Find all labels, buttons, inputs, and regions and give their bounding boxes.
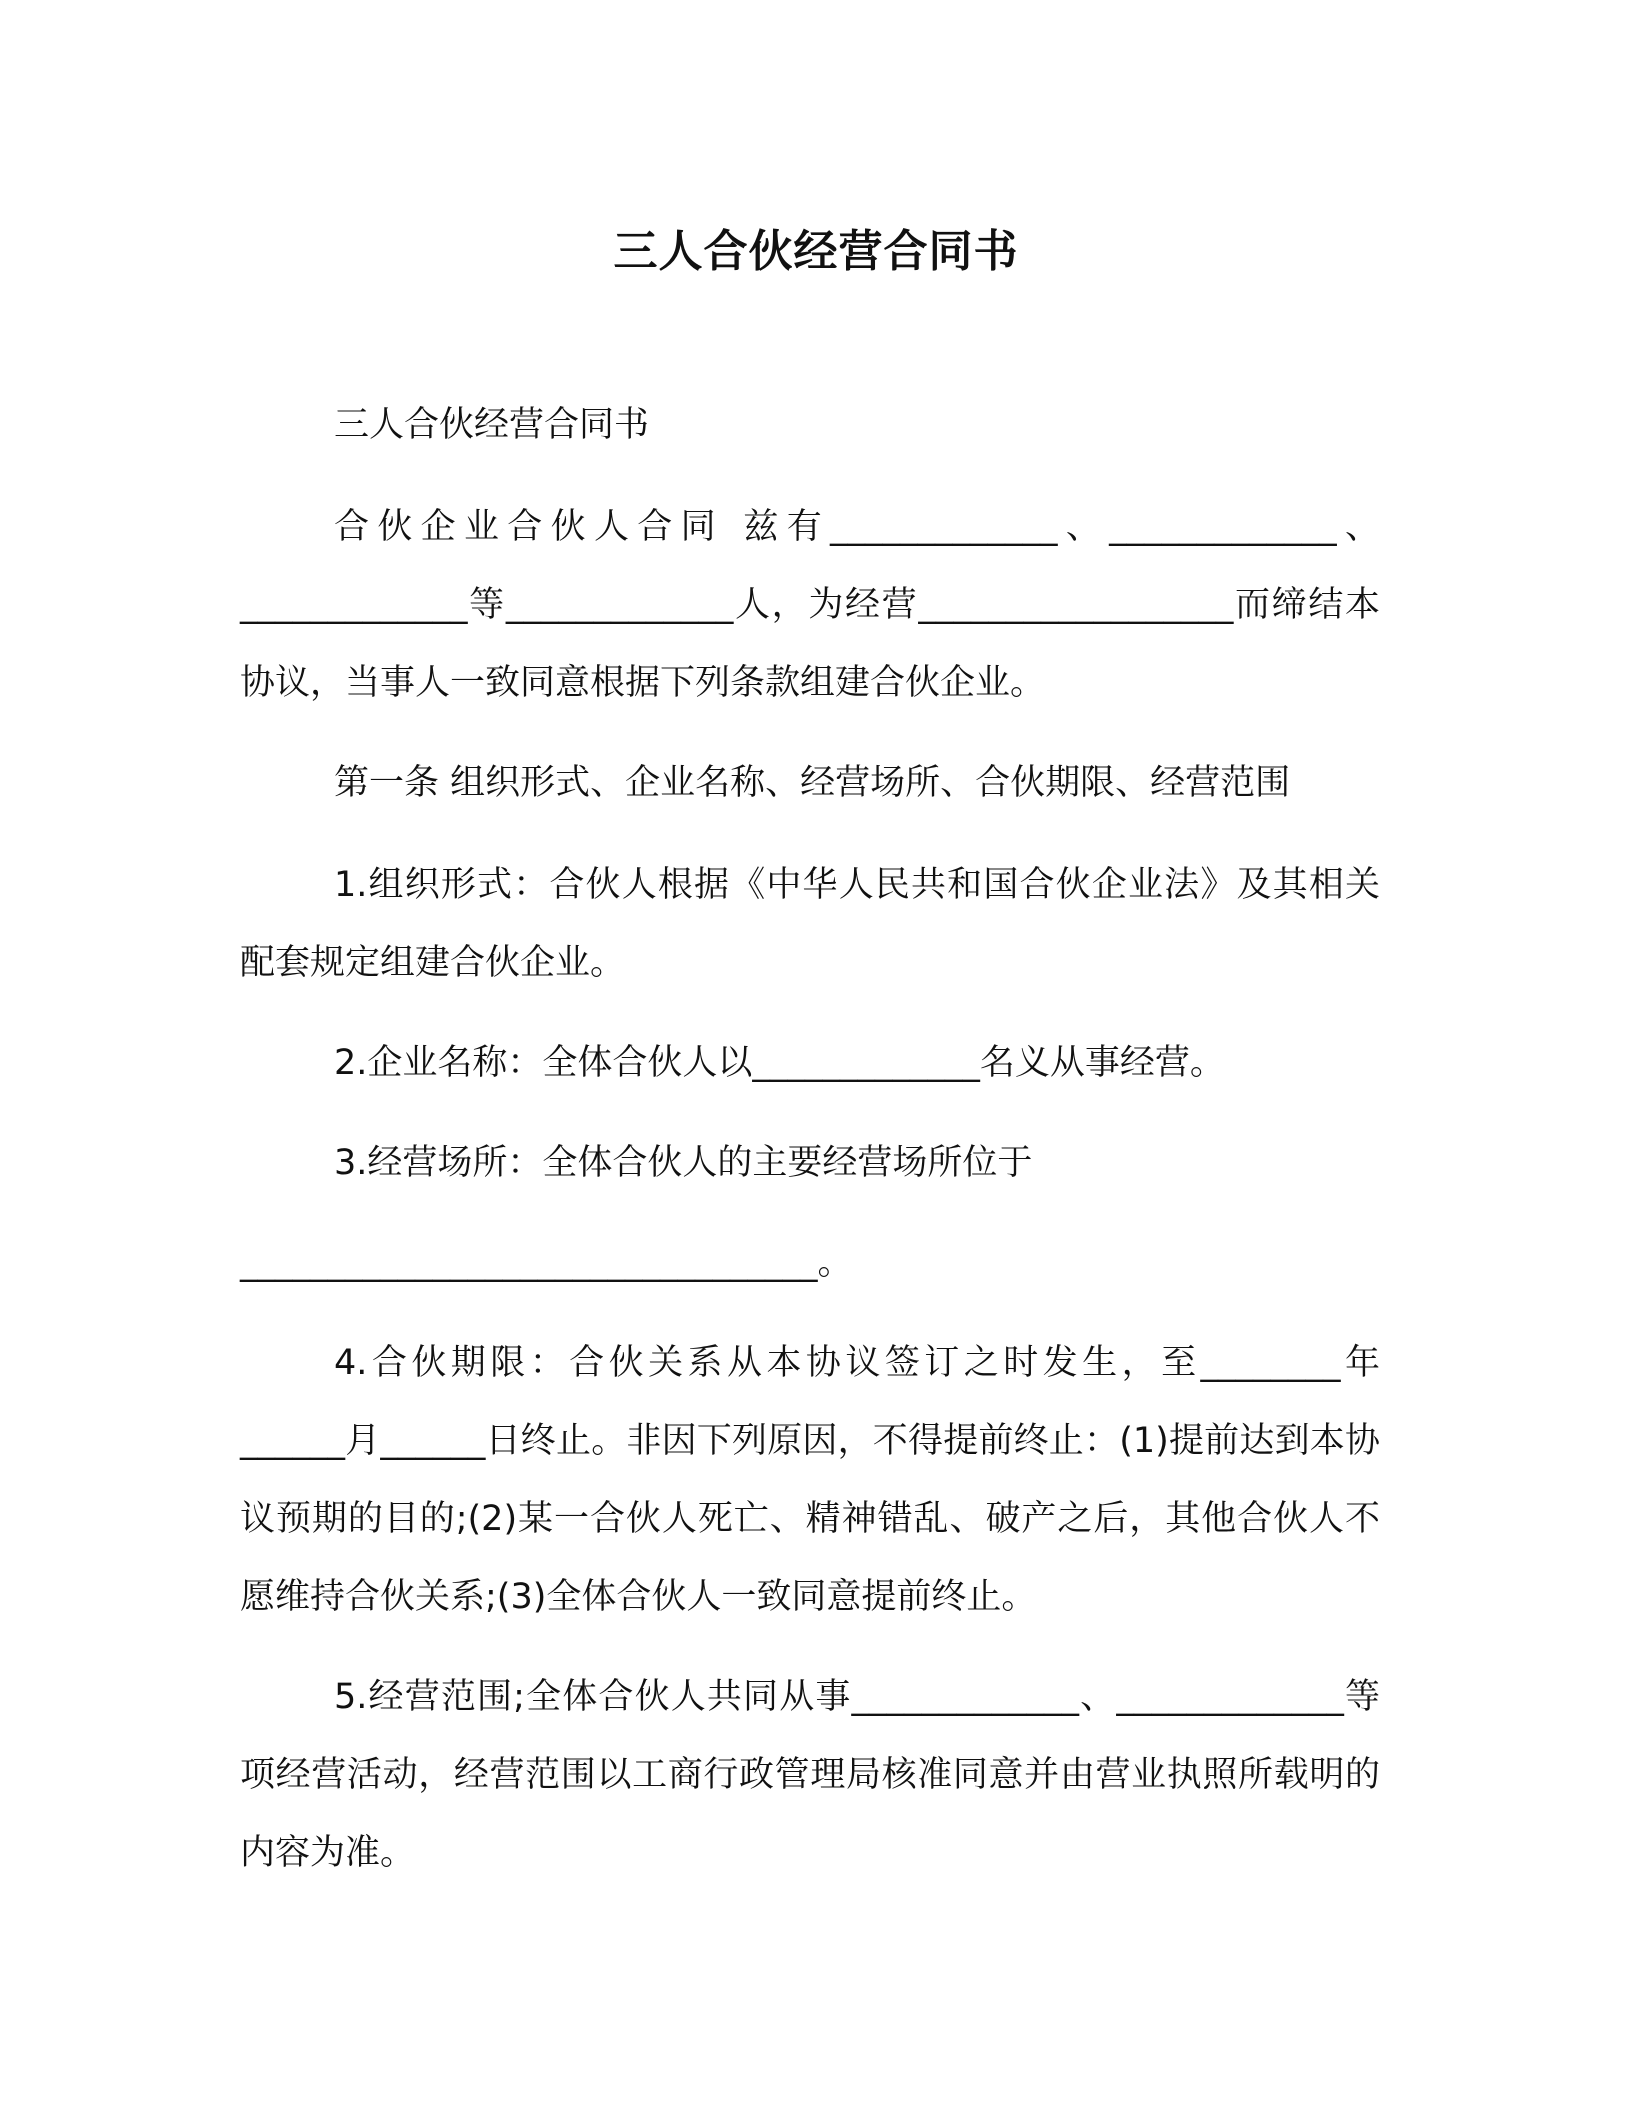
paragraph-article-one-heading: 第一条 组织形式、企业名称、经营场所、合伙期限、经营范围 [334, 763, 1291, 803]
document-body [240, 386, 1380, 1892]
paragraph-parties: 合伙企业合伙人合同 兹有_____________、_____________、_____________等_____________人，为经营__________________而缔结本协议，当事人一致同意根据下列条款组建合伙企业。 [240, 507, 1380, 703]
paragraph-business-location-blank: _________________________________。 [240, 1243, 853, 1283]
paragraph-business-location: 3.经营场所：全体合伙人的主要经营场所位于 [334, 1143, 1033, 1183]
paragraph-enterprise-name: 2.企业名称：全体合伙人以_____________名义从事经营。 [334, 1043, 1225, 1083]
document-title: 三人合伙经营合同书 [613, 226, 1019, 277]
paragraph-organization-form: 1.组织形式：合伙人根据《中华人民共和国合伙企业法》及其相关配套规定组建合伙企业。 [240, 865, 1380, 983]
paragraph-business-scope: 5.经营范围;全体合伙人共同从事_____________、_____________等项经营活动，经营范围以工商行政管理局核准同意并由营业执照所载明的内容为准。 [240, 1677, 1380, 1873]
paragraph-partnership-term: 4.合伙期限：合伙关系从本协议签订之时发生，至________年______月______日终止。非因下列原因，不得提前终止：(1)提前达到本协议预期的目的;(2)某一合伙人死亡、精神错乱、破产之后，其他合伙人不愿维持合伙关系;(3)全体合伙人一致同意提前终止。 [240, 1343, 1380, 1617]
paragraph-subtitle: 三人合伙经营合同书 [334, 405, 650, 445]
